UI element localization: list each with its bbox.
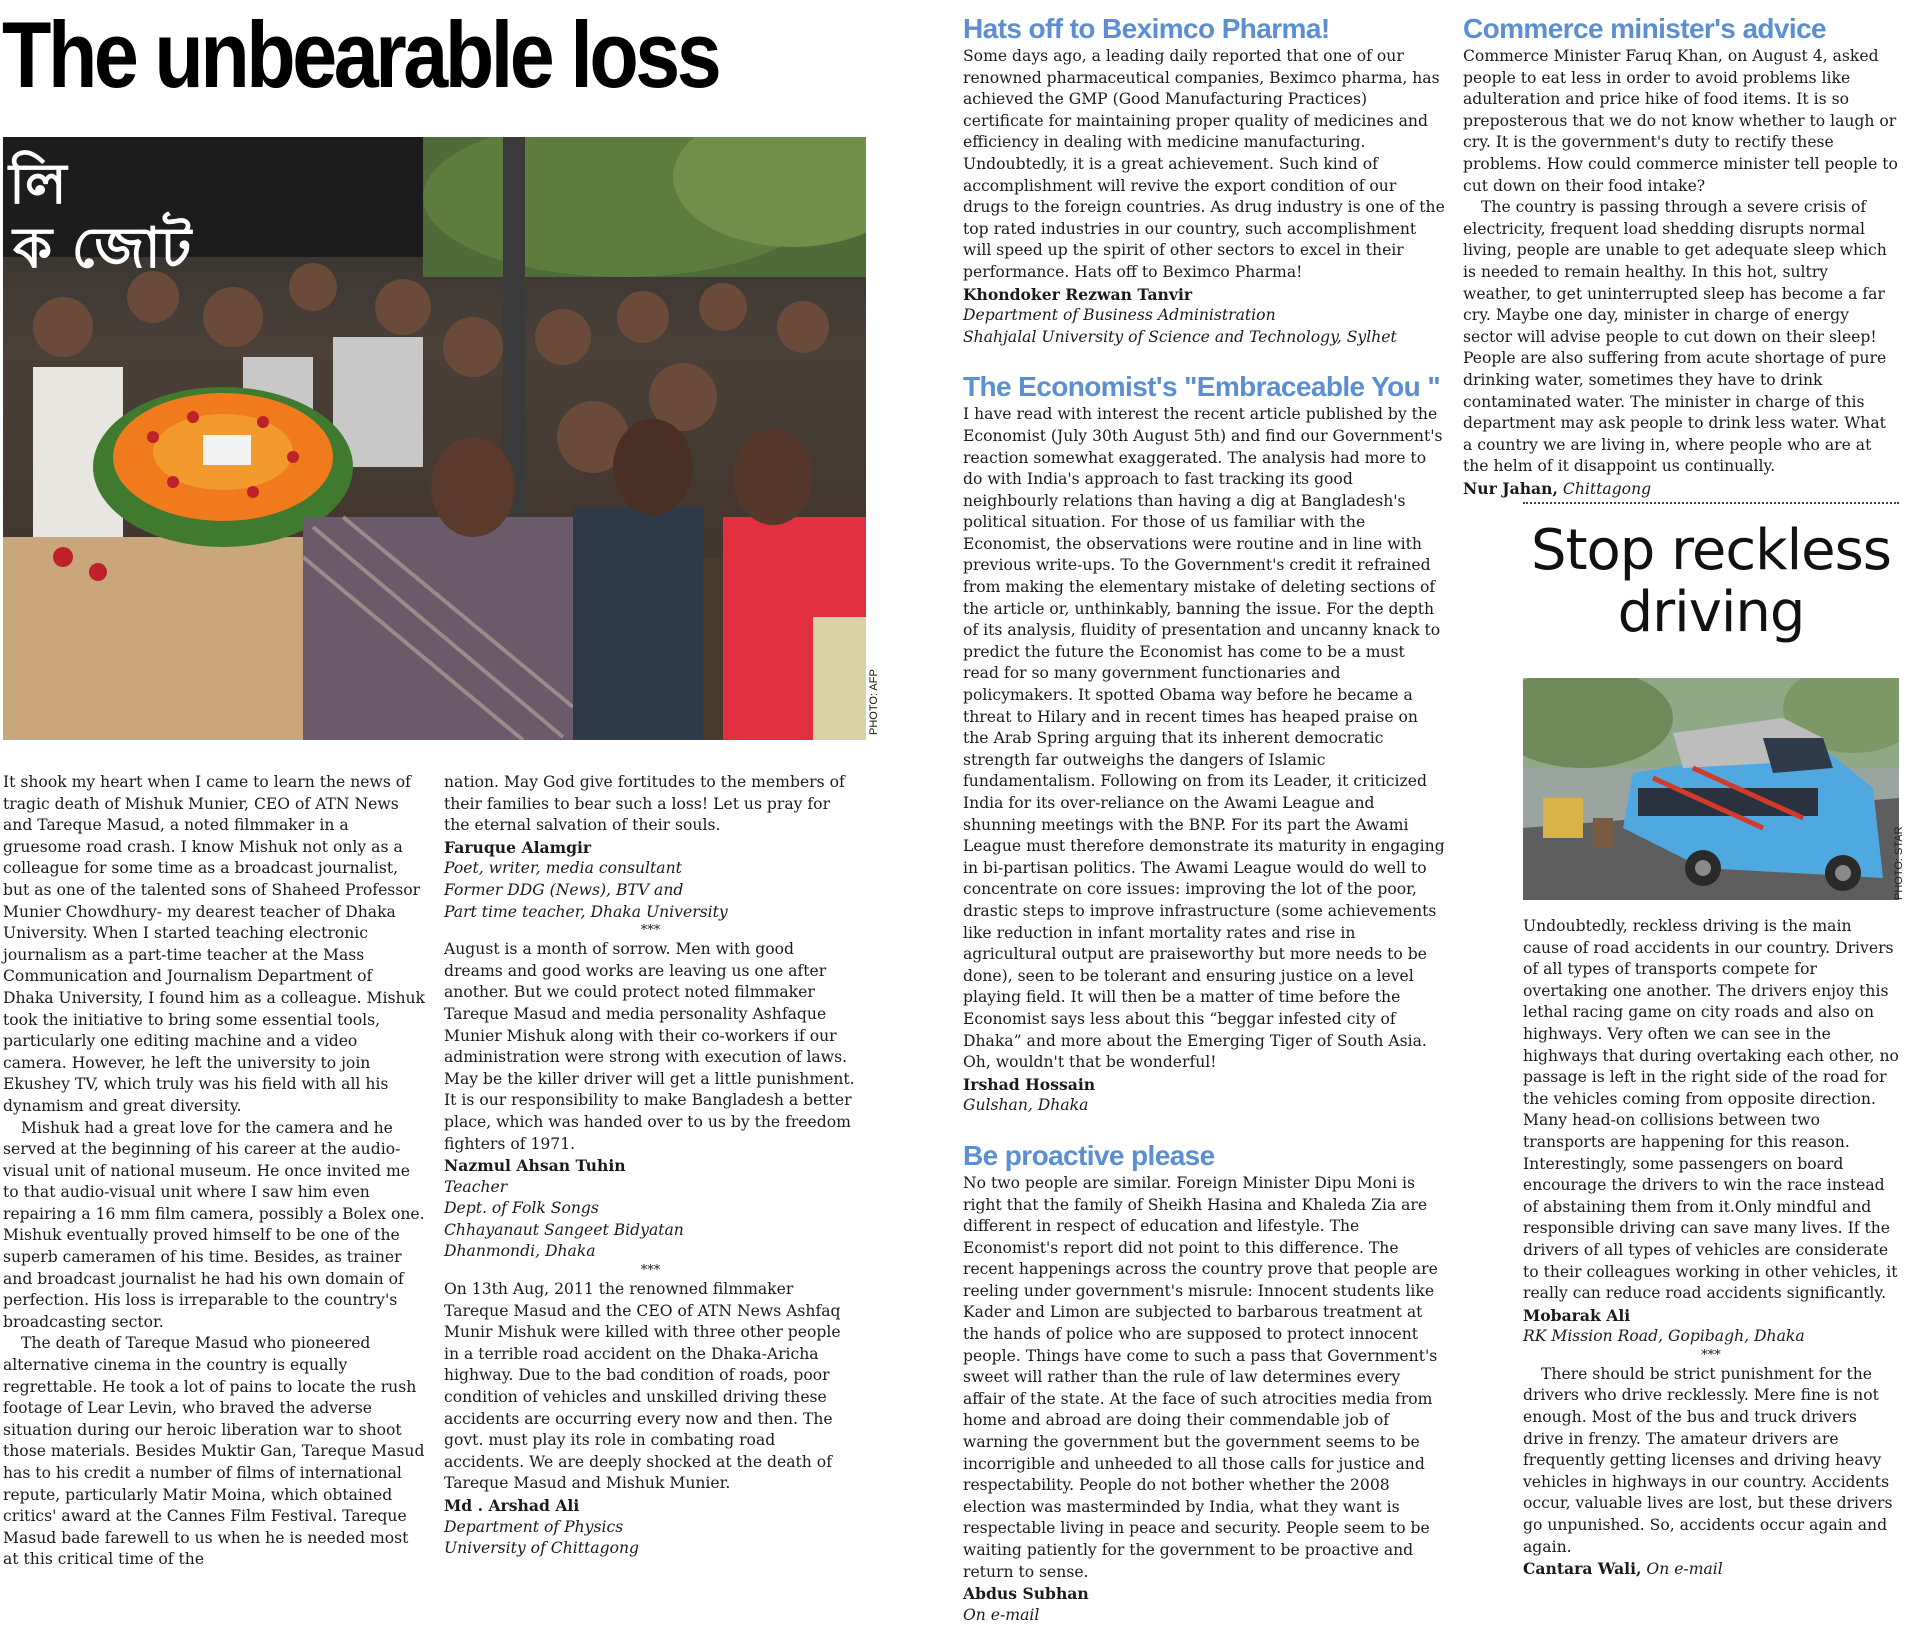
commerce-headline: Commerce minister's advice bbox=[1463, 13, 1827, 44]
signature: Mobarak Ali bbox=[1523, 1305, 1631, 1325]
paragraph: August is a month of sorrow. Men with good dreams and good works are leaving us one after another. But we could protect noted filmmaker Tareque Masud and media personality Ashfaque Munier Mishuk along with their co-workers if our administration were strong with execution of laws. May be the killer driver will get a little punishment. It is our responsibility to make Bangladesh a better place, which was handed over to us by the freedom fighters of 1971. bbox=[444, 940, 855, 1153]
commerce-letter bbox=[1463, 46, 1899, 500]
paragraph: There should be strict punishment for the drivers who drive recklessly. Mere fine is not enough. Most of the bus and truck drivers drive in frenzy. The amateur drivers are frequently getting licenses and driving heavy vehicles in highways in our country. Accidents occur, valuable lives are lost, but these drivers go unpunished. So, accidents occur again and again. bbox=[1523, 1364, 1893, 1556]
affiliation: Dept. of Folk Songs bbox=[444, 1199, 599, 1218]
funeral-photo bbox=[3, 137, 866, 740]
left-column-1 bbox=[3, 772, 425, 1571]
signature: Nazmul Ahsan Tuhin bbox=[444, 1156, 626, 1176]
affiliation: Chittagong bbox=[1562, 479, 1652, 498]
main-headline: The unbearable loss bbox=[2, 2, 719, 107]
affiliation: Department of Business Administration bbox=[963, 306, 1276, 325]
paragraph: nation. May God give fortitudes to the members of their families to bear such a loss! Let us pray for the eternal salvation of their souls. bbox=[444, 773, 845, 835]
affiliation: Gulshan, Dhaka bbox=[963, 1096, 1089, 1115]
middle-column bbox=[963, 12, 1445, 1626]
affiliation: Department of Physics bbox=[444, 1517, 624, 1536]
bus-accident-photo bbox=[1523, 678, 1899, 900]
right-column-top bbox=[1463, 12, 1899, 500]
affiliation: Teacher bbox=[444, 1177, 508, 1196]
paragraph: No two people are similar. Foreign Minister Dipu Moni is right that the family of Sheikh Hasina and Khaleda Zia are different in respect of education and lifestyle. The Economist's report did not point to this difference. The recent happenings across the country prove that people are reeling under government's misrule: Innocent students like Kader and Limon are subjected to barbarous treatment at the hands of police who are supposed to protect innocent people. Things have come to such a pass that Government's sweet will rather than the rule of law determines every affair of the state. At the face of such atrocities media from home and abroad are doing their commendable job of warning the government but the government seems to be incorrigible and unheeded to all those calls for justice and respectability. People do not bother whether the 2008 election was masterminded by India, what they want is respectable living in peace and security. People seem to be waiting patiently for the government to be proactive and return to sense. bbox=[963, 1173, 1438, 1581]
signature: Khondoker Rezwan Tanvir bbox=[963, 284, 1193, 304]
signature: Abdus Subhan bbox=[963, 1584, 1089, 1604]
affiliation: Part time teacher, Dhaka University bbox=[444, 902, 728, 921]
economist-headline: The Economist's "Embraceable You " bbox=[963, 371, 1441, 403]
signature: Md . Arshad Ali bbox=[444, 1496, 580, 1515]
separator-stars: *** bbox=[1701, 1347, 1721, 1363]
proactive-letter bbox=[963, 1173, 1445, 1626]
affiliation: RK Mission Road, Gopibagh, Dhaka bbox=[1523, 1327, 1805, 1346]
signature-line bbox=[1523, 1558, 1899, 1581]
beximco-letter bbox=[963, 46, 1445, 348]
photo-credit-star: PHOTO: STAR bbox=[1893, 826, 1905, 900]
paragraph: Undoubtedly, reckless driving is the main cause of road accidents in our country. Drivers of all types of transports compete for overtaking one another. The drivers enjoy this lethal racing game on city roads and also on highways. Very often we can see in the highways that during overtaking each other, no passage is left in the right side of the road for the vehicles coming from opposite direction. Many head-on collisions between two transports are happening for this reason. Interestingly, some passengers on board encourage the drivers to win the race instead of abstaining them from it.Only mindful and responsible driving can save many lives. If the drivers of all types of vehicles are considerate to their colleagues working in other vehicles, it really can reduce road accidents significantly. bbox=[1523, 917, 1899, 1303]
paragraph: It shook my heart when I came to learn the news of tragic death of Mishuk Munier, CEO of ATN News and Tareque Masud, a noted filmmaker in a gruesome road crash. I know Mishuk not only as a colleague for some time as a broadcast journalist, but as one of the talented sons of Shaheed Professor Munier Chowdhury- my dearest teacher of Dhaka University. When I started teaching electronic journalism as a part-time teacher at the Mass Communication and Journalism Department of Dhaka University, I found him as a colleague. Mishuk took the initiative to bring some essential tools, particularly one editing machine and a video camera. However, he left the university to join Ekushey TV, which truly was his field with all his dynamism and great diversity. bbox=[3, 773, 425, 1115]
svg-text:লি: লি bbox=[9, 152, 67, 217]
proactive-headline: Be proactive please bbox=[963, 1139, 1215, 1171]
photo-credit-afp: PHOTO: AFP bbox=[868, 669, 880, 735]
left-column-2 bbox=[444, 772, 857, 1560]
affiliation: On e-mail bbox=[963, 1605, 1040, 1624]
paragraph: On 13th Aug, 2011 the renowned filmmaker Tareque Masud and the CEO of ATN News Ashfaq Munir Mishuk were killed with three other people in a terrible road accident on the Dhaka-Aricha highway. Due to the bad condition of roads, poor condition of vehicles and unskilled driving these accidents are occurring every now and then. The govt. must play its role in combating road accidents. We are deeply shocked at the death of Tareque Masud and Mishuk Munier. bbox=[444, 1280, 841, 1493]
headline-line: Stop reckless bbox=[1531, 518, 1891, 583]
signature: Faruque Alamgir bbox=[444, 837, 592, 857]
separator-stars: *** bbox=[640, 1263, 661, 1279]
paragraph: The country is passing through a severe crisis of electricity, frequent load shedding disrupts normal living, people are unable to get adequate sleep which is needed to remain healthy. In this hot, sultry weather, to get uninterrupted sleep has become a far cry. Maybe one day, minister in charge of energy sector will advise people to cut down on their sleep! People are also suffering from acute shortage of pure drinking water, sometimes they have to drink contaminated water. The minister in charge of this department may ask people to drink less water. What a country we are living in, where people who are at the helm of it disappoint us continually. bbox=[1463, 198, 1887, 476]
signature: Cantara Wali, bbox=[1523, 1559, 1642, 1579]
economist-letter bbox=[963, 404, 1445, 1117]
svg-text:ক জোট: ক জোট bbox=[13, 216, 192, 281]
paragraph: Some days ago, a leading daily reported that one of our renowned pharmaceutical companies, Beximco pharma, has achieved the GMP (Good Manufacturing Practices) certificate for maintaining proper quality of medicines and efficiency in dealing with medicine manufacturing. Undoubtedly, it is a great achievement. Such kind of accomplishment will revive the export condition of our drugs to the foreign countries. As drug industry is one of the top rated industries in our country, such accomplishment will speed up the spirit of other sectors to excel in their performance. Hats off to Beximco Pharma! bbox=[963, 47, 1445, 281]
paragraph: I have read with interest the recent article published by the Economist (July 30th August 5th) and find our Government's reaction somewhat exaggerated. The analysis had more to do with India's approach to fast tracking its good neighbourly relations than having a dig at Bangladesh's political situation. For those of us familiar with the Economist, the observations were routine and in line with previous write-ups. To the Government's credit it refrained from making the elementary mistake of deleting sections of the article or, unthinkably, banning the issue. For the depth of its analysis, fluidity of presentation and uncanny knack to predict the future the Economist has come to be a must read for so many government functionaries and policymakers. It spotted Obama way before he became a threat to Hilary and in recent times has heaped praise on the Arab Spring arguing that its inherent democratic strength far outweighs the dangers of Islamic fundamentalism. Following on from its Leader, it criticized India for its over-reliance on the Awami League and shunning meetings with the BNP. For its part the Awami League must therefore demonstrate its maturity in engaging in bi-partisan politics. The Awami League would do well to concentrate on core issues: improving the lot of the poor, drastic steps to improve infrastructure (some achievements like reduction in infant mortality rates and rise in agricultural output are praiseworthy but more needs to be done), seen to be tolerant and ensuring justice on a level playing field. It will then be a matter of time before the Economist says less about this “beggar infested city of Dhaka” and more about the Emerging Tiger of South Asia. Oh, wouldn't that be wonderful! bbox=[963, 405, 1445, 1072]
signature: Nur Jahan, bbox=[1463, 478, 1558, 498]
section-divider bbox=[1523, 502, 1899, 504]
beximco-headline: Hats off to Beximco Pharma! bbox=[963, 13, 1330, 44]
signature-line bbox=[1463, 478, 1899, 501]
affiliation: Shahjalal University of Science and Technology, Sylhet bbox=[963, 327, 1397, 346]
paragraph: Mishuk had a great love for the camera and he served at the beginning of his career at the audio-visual unit of national museum. He once invited me to that audio-visual unit where I saw him even repairing a 16 mm film camera, possibly a Bolex one. Mishuk eventually proved himself to be one of the superb cameramen of his time. Besides, as trainer and broadcast journalist he had his own domain of perfection. His loss is irreparable to the country's broadcasting sector. bbox=[3, 1118, 425, 1331]
paragraph: Commerce Minister Faruq Khan, on August 4, asked people to eat less in order to avoid problems like adulteration and price hike of food items. It is so preposterous that we do not know whether to laugh or cry. It is the government's duty to rectify these problems. How could commerce minister tell people to cut down on their food intake? bbox=[1463, 47, 1898, 195]
affiliation: Chhayanaut Sangeet Bidyatan bbox=[444, 1220, 684, 1239]
affiliation: Former DDG (News), BTV and bbox=[444, 880, 684, 899]
headline-line: driving bbox=[1617, 580, 1805, 645]
stop-reckless-letters bbox=[1523, 916, 1899, 1581]
affiliation: Poet, writer, media consultant bbox=[444, 859, 682, 878]
affiliation: Dhanmondi, Dhaka bbox=[444, 1242, 596, 1261]
affiliation: On e-mail bbox=[1646, 1560, 1723, 1579]
separator-stars: *** bbox=[640, 923, 661, 939]
stop-reckless-headline bbox=[1523, 520, 1899, 644]
affiliation: University of Chittagong bbox=[444, 1539, 639, 1558]
paragraph: The death of Tareque Masud who pioneered alternative cinema in the country is equally regrettable. He took a lot of pains to locate the rush footage of Lear Levin, who braved the adverse situation during our heroic liberation war to shoot those materials. Besides Muktir Gan, Tareque Masud has to his credit a number of films of international repute, particularly Matir Moina, which obtained critics' award at the Cannes Film Festival. Tareque Masud bade farewell to us when he is needed most at this critical time of the bbox=[3, 1334, 425, 1569]
signature: Irshad Hossain bbox=[963, 1074, 1096, 1094]
